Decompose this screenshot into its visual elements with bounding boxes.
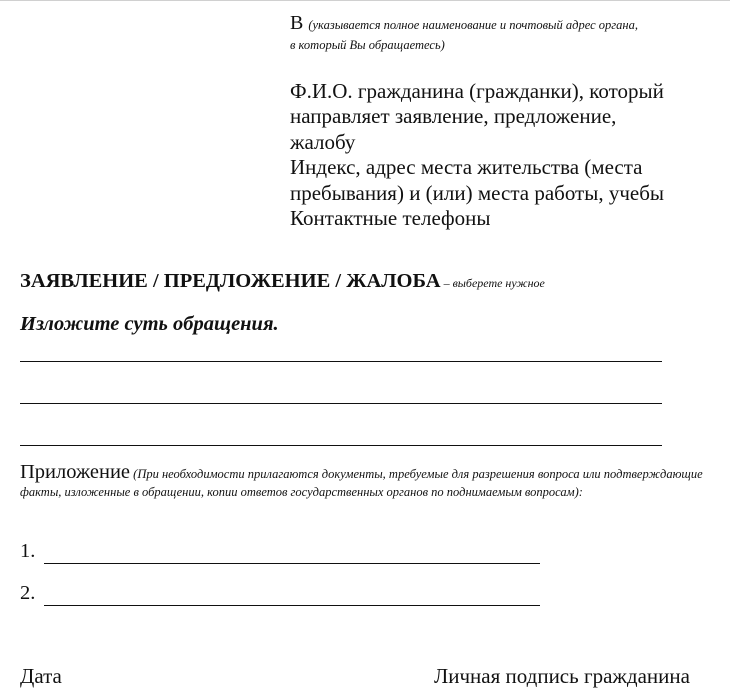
sender-line: пребывания) и (или) места работы, учебы	[290, 180, 665, 205]
attachment-label: Приложение	[20, 461, 131, 483]
addressee-hint-line2: в который Вы обращаетесь)	[290, 38, 445, 52]
document-title: ЗАЯВЛЕНИЕ / ПРЕДЛОЖЕНИЕ / ЖАЛОБА	[20, 270, 441, 292]
date-label: Дата	[20, 664, 62, 688]
sender-line: Индекс, адрес места жительства (места	[290, 155, 643, 180]
attachment-block	[20, 463, 720, 501]
sender-block	[290, 79, 710, 231]
sender-line: Контактные телефоны	[290, 206, 491, 231]
document-title-note: – выберете нужное	[440, 276, 545, 290]
attachment-item-number: 2.	[20, 582, 36, 604]
blank-line	[20, 361, 662, 362]
document-heading	[20, 270, 720, 293]
addressee-hint-line1: (указывается полное наименование и почтовый адрес органа,	[308, 18, 638, 32]
addressee-prefix: В	[290, 12, 304, 34]
sender-line: жалобу	[290, 129, 356, 154]
addressee-line	[290, 12, 720, 34]
document-subheading: Изложите суть обращения.	[20, 313, 279, 335]
sender-line: направляет заявление, предложение,	[290, 104, 617, 129]
sender-line: Ф.И.О. гражданина (гражданки), который	[290, 79, 664, 103]
attachment-hint: (При необходимости прилагаются документы, требуемые для разрешения вопроса или подтверждающие факты, изложенные в обращении, копии ответов государственных органов по поднимаемым вопросам):	[20, 467, 703, 499]
page-top-border	[0, 0, 730, 1]
signature-label: Личная подпись гражданина	[434, 664, 690, 688]
blank-line	[20, 445, 662, 446]
blank-line	[20, 403, 662, 404]
attachment-item-line	[44, 605, 540, 606]
attachment-item-line	[44, 563, 540, 564]
attachment-item-number: 1.	[20, 540, 36, 562]
